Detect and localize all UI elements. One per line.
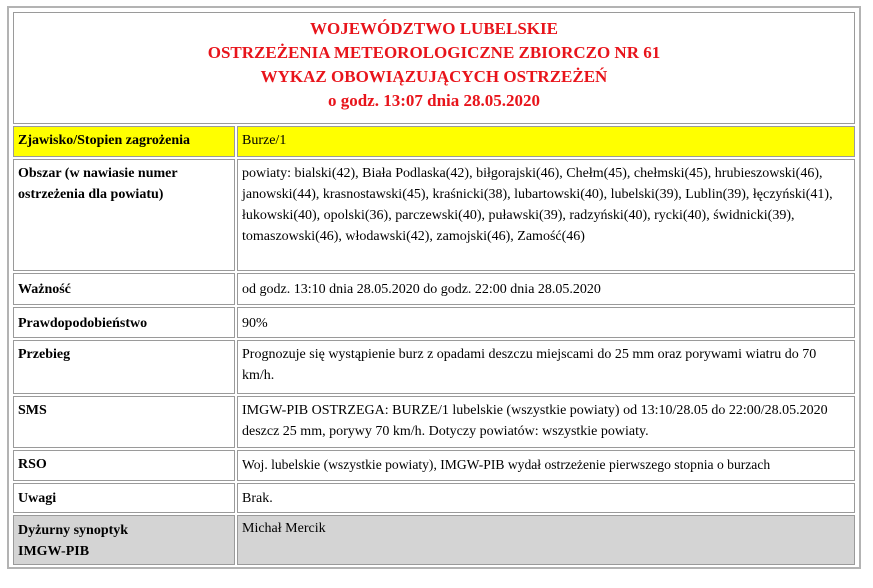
value-rso: Woj. lubelskie (wszystkie powiaty), IMGW-PIB wydał ostrzeżenie pierwszego stopnia o burzach [237, 450, 855, 481]
label-obszar: Obszar (w nawiasie numer ostrzeżenia dla powiatu) [13, 159, 235, 271]
value-uwagi: Brak. [237, 483, 855, 513]
value-prawdopodobienstwo: 90% [237, 307, 855, 338]
value-zjawisko: Burze/1 [237, 126, 855, 157]
header-line-title: OSTRZEŻENIA METEOROLOGICZNE ZBIORCZO NR 61 [207, 43, 661, 62]
value-dyzurny: Michał Mercik [237, 515, 855, 565]
label-sms: SMS [13, 396, 235, 448]
label-uwagi: Uwagi [13, 483, 235, 513]
label-prawdopodobienstwo: Prawdopodobieństwo [13, 307, 235, 338]
value-sms: IMGW-PIB OSTRZEGA: BURZE/1 lubelskie (wszystkie powiaty) od 13:10/28.05 do 22:00/28.05.2020 deszcz 25 mm, porywy 70 km/h. Dotyczy powiatów: wszystkie powiaty. [237, 396, 855, 448]
label-przebieg: Przebieg [13, 340, 235, 394]
header-line-time: o godz. 13:07 dnia 28.05.2020 [327, 91, 541, 110]
label-waznosc: Ważność [13, 273, 235, 305]
value-przebieg: Prognozuje się wystąpienie burz z opadami deszczu miejscami do 25 mm oraz porywami wiatru do 70 km/h. [237, 340, 855, 394]
value-obszar: powiaty: bialski(42), Biała Podlaska(42), biłgorajski(46), Chełm(45), chełmski(45), hrubieszowski(46), janowski(44), krasnostawski(45), kraśnicki(38), lubartowski(40), lubelski(39), Lublin(39), łęczyński(41), łukowski(40), opolski(36), parczewski(40), puławski(39), radzyński(40), rycki(40), świdnicki(39), tomaszowski(46), włodawski(42), zamojski(46), Zamość(46) [237, 159, 855, 271]
label-dyzurny: Dyżurny synoptyk IMGW-PIB [13, 515, 235, 565]
value-waznosc: od godz. 13:10 dnia 28.05.2020 do godz. 22:00 dnia 28.05.2020 [237, 273, 855, 305]
header-line-list: WYKAZ OBOWIĄZUJĄCYCH OSTRZEŻEŃ [260, 67, 608, 86]
header-line-region: WOJEWÓDZTWO LUBELSKIE [310, 19, 558, 38]
label-zjawisko: Zjawisko/Stopien zagrożenia [13, 126, 235, 157]
table-header [13, 12, 855, 124]
warning-table [7, 6, 861, 569]
label-rso: RSO [13, 450, 235, 481]
